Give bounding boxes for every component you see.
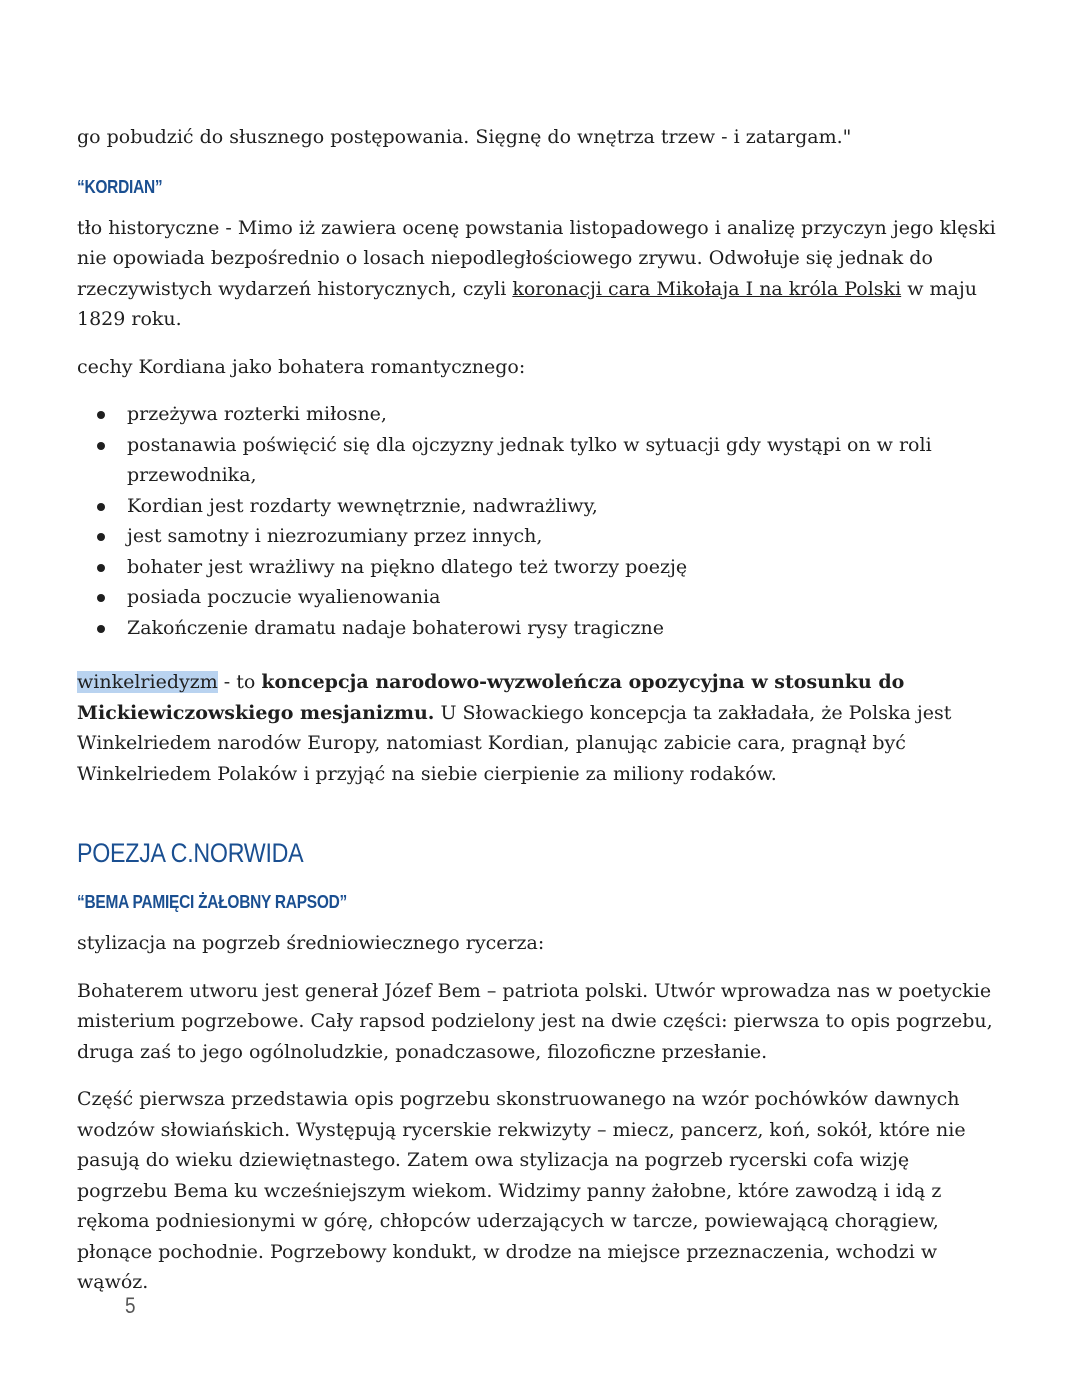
section-spacer	[77, 806, 997, 836]
coronation-link[interactable]: koronacji cara Mikołaja I na króla Polski	[512, 277, 902, 300]
list-item: jest samotny i niezrozumiany przez innych,	[77, 521, 997, 552]
traits-list	[77, 399, 997, 643]
list-item: postanawia poświęcić się dla ojczyzny jednak tylko w sytuacji gdy wystąpi on w roli przewodnika,	[77, 430, 997, 491]
bem-paragraph-2: Część pierwsza przedstawia opis pogrzebu skonstruowanego na wzór pochówków dawnych wodzów słowiańskich. Występują rycerskie rekwizyty – miecz, pancerz, koń, sokół, które nie pasują do wieku dziewiętnastego. Zatem owa stylizacja na pogrzeb rycerski cofa wizję pogrzebu Bema ku wcześniejszym wiekom. Widzimy panny żałobne, które zawodzą i idą z rękoma podniesionymi w górę, chłopców uderzających w tarcze, powiewającą chorągiew, płonące pochodnie. Pogrzebowy kondukt, w drodze na miejsce przeznaczenia, wchodzi w wąwóz.	[77, 1088, 966, 1293]
winkelriedyzm-definition: koncepcja narodowo-wyzwoleńcza opozycyjna w stosunku do Mickiewiczowskiego mesjanizmu.	[77, 671, 905, 724]
list-item: posiada poczucie wyalienowania	[77, 582, 997, 613]
historical-background-end: w maju 1829 roku.	[77, 277, 977, 330]
norwid-heading: POEZJA C.NORWIDA	[77, 838, 304, 868]
list-item: Kordian jest rozdarty wewnętrznie, nadwrażliwy,	[77, 491, 997, 522]
list-item: przeżywa rozterki miłosne,	[77, 399, 997, 430]
kordian-heading: “KORDIAN”	[77, 176, 163, 197]
bem-rapsod-heading: “BEMA PAMIĘCI ŻAŁOBNY RAPSOD”	[77, 892, 348, 912]
winkelriedyzm-paragraph	[77, 667, 997, 789]
historical-background-paragraph	[77, 213, 997, 335]
historical-background-text: tło historyczne - Mimo iż zawiera ocenę powstania listopadowego i analizę przyczyn jego klęski nie opowiada bezpośrednio o losach niepodległościowego zrywu. Odwołuje się jednak do rzeczywistych wydarzeń historycznych, czyli	[77, 216, 996, 300]
traits-intro: cechy Kordiana jako bohatera romantycznego:	[77, 355, 526, 378]
winkelriedyzm-description: U Słowackiego koncepcja ta zakładała, że Polska jest Winkelriedem narodów Europy, natomiast Kordian, planując zabicie cara, pragnął być Winkelriedem Polaków i przyjąć na siebie cierpienie za miliony rodaków.	[77, 701, 952, 785]
list-item: Zakończenie dramatu nadaje bohaterowi rysy tragiczne	[77, 613, 997, 644]
winkelriedyzm-dash: - to	[217, 671, 262, 693]
continuation-text: go pobudzić do słusznego postępowania. Sięgnę do wnętrza trzew - i zatargam."	[77, 126, 852, 148]
page-number: 5	[125, 1293, 136, 1318]
winkelriedyzm-term[interactable]: winkelriedyzm	[77, 671, 218, 693]
document-page	[77, 122, 997, 1315]
list-item: bohater jest wrażliwy na piękno dlatego też tworzy poezję	[77, 552, 997, 583]
stylization-text: stylizacja na pogrzeb średniowiecznego rycerza:	[77, 932, 545, 954]
bem-paragraph-1: Bohaterem utworu jest generał Józef Bem – patriota polski. Utwór wprowadza nas w poetyckie misterium pogrzebowe. Cały rapsod podzielony jest na dwie części: pierwsza to opis pogrzebu, druga zaś to jego ogólnoludzkie, ponadczasowe, filozoficzne przesłanie.	[77, 979, 993, 1063]
